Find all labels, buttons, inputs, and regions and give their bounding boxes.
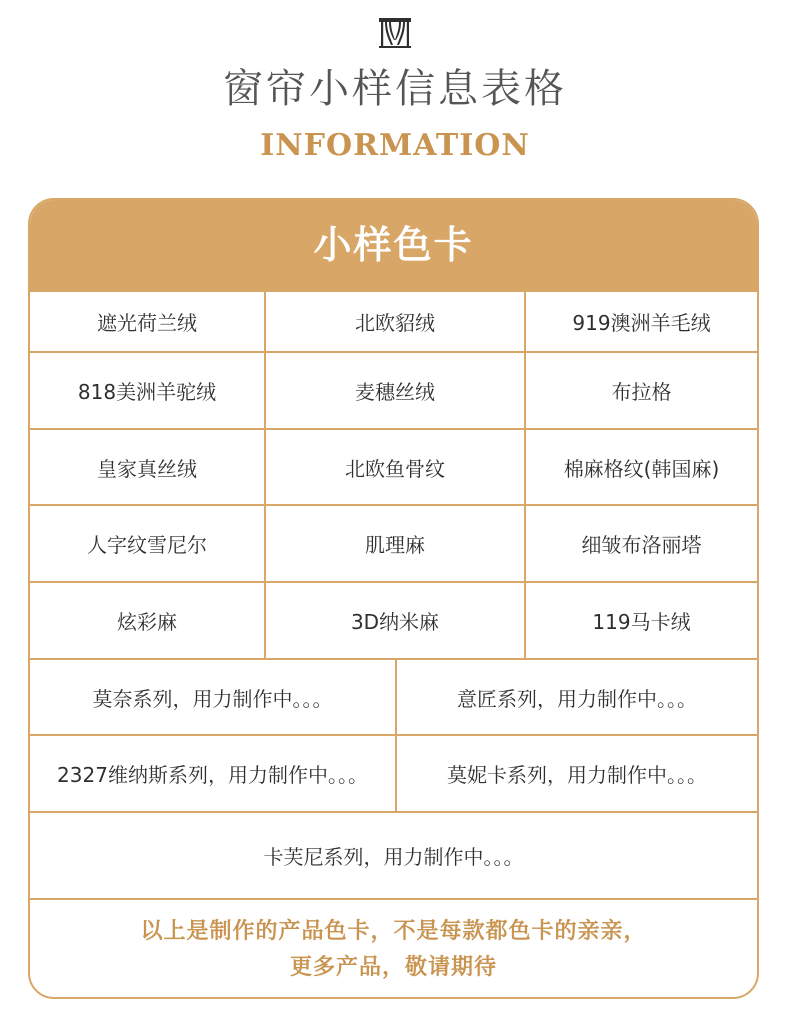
grid-cell: 3D纳米麻	[350, 610, 440, 634]
grid-cell: 炫彩麻	[117, 610, 177, 634]
grid-cell: 919澳洲羊毛绒	[572, 311, 711, 335]
swatch-card	[28, 198, 759, 999]
grid-cell: 北欧鱼骨纹	[345, 456, 445, 481]
grid-cell: 遮光荷兰绒	[97, 311, 197, 335]
grid-cell: 肌理麻	[365, 533, 425, 557]
grid-cell: 棉麻格纹(韩国麻)	[563, 456, 720, 481]
footer-line: 更多产品，敬请期待	[289, 954, 497, 980]
series-cell: 莫妮卡系列，用力制作中。。。	[447, 763, 707, 787]
footer-note	[30, 900, 757, 999]
grid-cell: 北欧貂绒	[355, 311, 435, 335]
grid-cell: 818美洲羊驼绒	[77, 380, 217, 404]
grid-cell: 麦穗丝绒	[355, 380, 435, 404]
series-cell: 莫奈系列，用力制作中。。。	[92, 686, 333, 711]
grid-cell: 细皱布洛丽塔	[581, 533, 702, 557]
page-title: 窗帘小样信息表格	[223, 66, 567, 112]
footer-line: 以上是制作的产品色卡，不是每款都色卡的亲亲，	[140, 918, 647, 944]
series-cell: 2327维纳斯系列，用力制作中。。。	[57, 763, 368, 787]
grid-cell: 人字纹雪尼尔	[87, 533, 207, 557]
curtain-icon	[379, 18, 411, 48]
card-title: 小样色卡	[30, 200, 757, 290]
page-subtitle: INFORMATION	[260, 128, 530, 163]
series-cell-wide: 卡芙尼系列，用力制作中。。。	[263, 845, 524, 869]
grid-cell: 布拉格	[611, 380, 672, 404]
grid-cell: 119马卡绒	[592, 610, 691, 634]
grid-cell: 皇家真丝绒	[97, 456, 197, 481]
series-cell: 意匠系列，用力制作中。。。	[457, 686, 697, 711]
